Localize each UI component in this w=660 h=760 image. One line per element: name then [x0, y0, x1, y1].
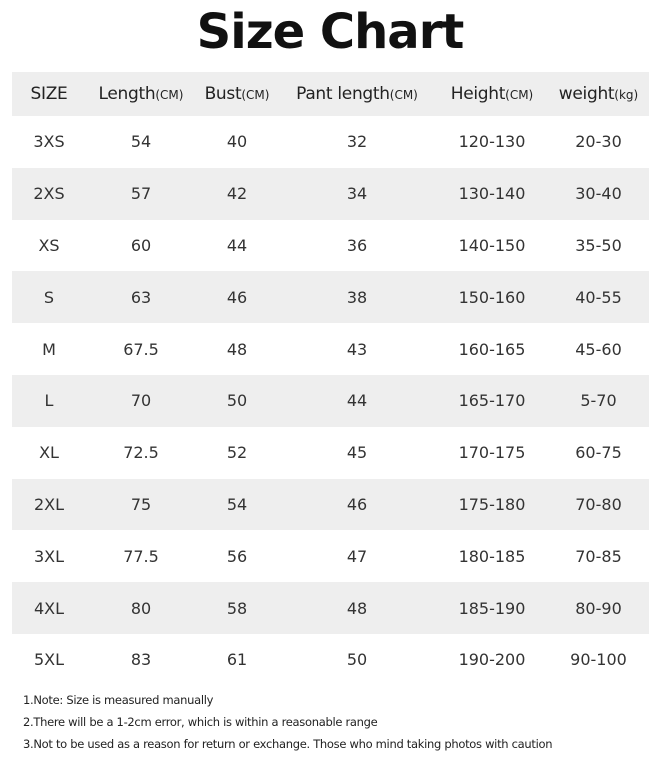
cell-weight: 40-55	[575, 287, 622, 307]
cell-size: 5XL	[33, 650, 65, 670]
table-row	[12, 375, 649, 427]
size-table	[12, 72, 649, 686]
cell-pant-length: 45	[346, 443, 368, 463]
note-2: 2.There will be a 1-2cm error, which is within a reasonable range	[23, 715, 378, 729]
cell-pant-length: 48	[346, 598, 368, 618]
cell-weight: 20-30	[575, 132, 622, 152]
cell-bust: 56	[226, 546, 248, 566]
column-header-pant-length: Pant length(CM)	[296, 84, 418, 104]
cell-pant-length: 47	[346, 546, 368, 566]
cell-weight: 60-75	[575, 443, 622, 463]
cell-weight: 90-100	[570, 650, 627, 670]
cell-bust: 48	[226, 339, 248, 359]
cell-bust: 54	[226, 494, 248, 514]
table-row	[12, 116, 649, 168]
cell-size: L	[44, 391, 54, 411]
cell-size: M	[42, 339, 56, 359]
cell-length: 72.5	[123, 443, 159, 463]
table-row	[12, 479, 649, 531]
cell-weight: 70-80	[575, 494, 622, 514]
cell-size: 2XS	[33, 184, 65, 204]
cell-length: 67.5	[123, 339, 159, 359]
cell-bust: 50	[226, 391, 248, 411]
cell-size: 3XL	[33, 546, 65, 566]
cell-weight: 70-85	[575, 546, 622, 566]
cell-pant-length: 32	[346, 132, 368, 152]
cell-bust: 58	[226, 598, 248, 618]
cell-height: 175-180	[458, 494, 526, 514]
cell-height: 165-170	[458, 391, 526, 411]
cell-pant-length: 43	[346, 339, 368, 359]
cell-weight: 80-90	[575, 598, 622, 618]
cell-size: 3XS	[33, 132, 65, 152]
column-header-weight: weight(kg)	[558, 84, 639, 104]
cell-height: 180-185	[458, 546, 526, 566]
column-header-height: Height(CM)	[450, 84, 534, 104]
note-1: 1.Note: Size is measured manually	[23, 693, 214, 707]
column-header-size: SIZE	[30, 84, 68, 104]
cell-weight: 35-50	[575, 235, 622, 255]
cell-bust: 52	[226, 443, 248, 463]
cell-pant-length: 50	[346, 650, 368, 670]
column-header-length: Length(CM)	[98, 84, 184, 104]
cell-bust: 42	[226, 184, 248, 204]
cell-pant-length: 46	[346, 494, 368, 514]
table-row	[12, 220, 649, 272]
cell-size: XS	[38, 235, 60, 255]
table-row	[12, 427, 649, 479]
cell-length: 77.5	[123, 546, 159, 566]
cell-size: S	[43, 287, 55, 307]
cell-length: 60	[130, 235, 152, 255]
cell-bust: 40	[226, 132, 248, 152]
column-header-bust: Bust(CM)	[204, 84, 270, 104]
cell-pant-length: 34	[346, 184, 368, 204]
cell-pant-length: 38	[346, 287, 368, 307]
cell-weight: 5-70	[580, 391, 617, 411]
cell-length: 83	[130, 650, 152, 670]
cell-bust: 61	[226, 650, 248, 670]
cell-weight: 30-40	[575, 184, 622, 204]
cell-length: 80	[130, 598, 152, 618]
cell-length: 54	[130, 132, 152, 152]
cell-height: 190-200	[458, 650, 526, 670]
cell-length: 57	[130, 184, 152, 204]
note-3: 3.Not to be used as a reason for return or exchange. Those who mind taking photos with caution	[23, 737, 553, 751]
notes	[23, 690, 552, 756]
cell-height: 170-175	[458, 443, 526, 463]
cell-height: 150-160	[458, 287, 526, 307]
cell-pant-length: 36	[346, 235, 368, 255]
cell-height: 120-130	[458, 132, 526, 152]
cell-length: 70	[130, 391, 152, 411]
table-row	[12, 168, 649, 220]
cell-bust: 44	[226, 235, 248, 255]
cell-length: 63	[130, 287, 152, 307]
cell-size: XL	[39, 443, 59, 463]
size-table-body	[12, 116, 649, 686]
table-header-row	[12, 72, 649, 116]
cell-height: 130-140	[458, 184, 526, 204]
cell-height: 160-165	[458, 339, 526, 359]
cell-bust: 46	[226, 287, 248, 307]
table-row	[12, 271, 649, 323]
cell-pant-length: 44	[346, 391, 368, 411]
cell-weight: 45-60	[575, 339, 622, 359]
table-row	[12, 530, 649, 582]
table-row	[12, 634, 649, 686]
cell-height: 185-190	[458, 598, 526, 618]
page-title: Size Chart	[196, 4, 464, 60]
cell-height: 140-150	[458, 235, 526, 255]
cell-size: 4XL	[33, 598, 65, 618]
table-row	[12, 323, 649, 375]
table-row	[12, 582, 649, 634]
cell-length: 75	[130, 494, 152, 514]
cell-size: 2XL	[33, 494, 65, 514]
